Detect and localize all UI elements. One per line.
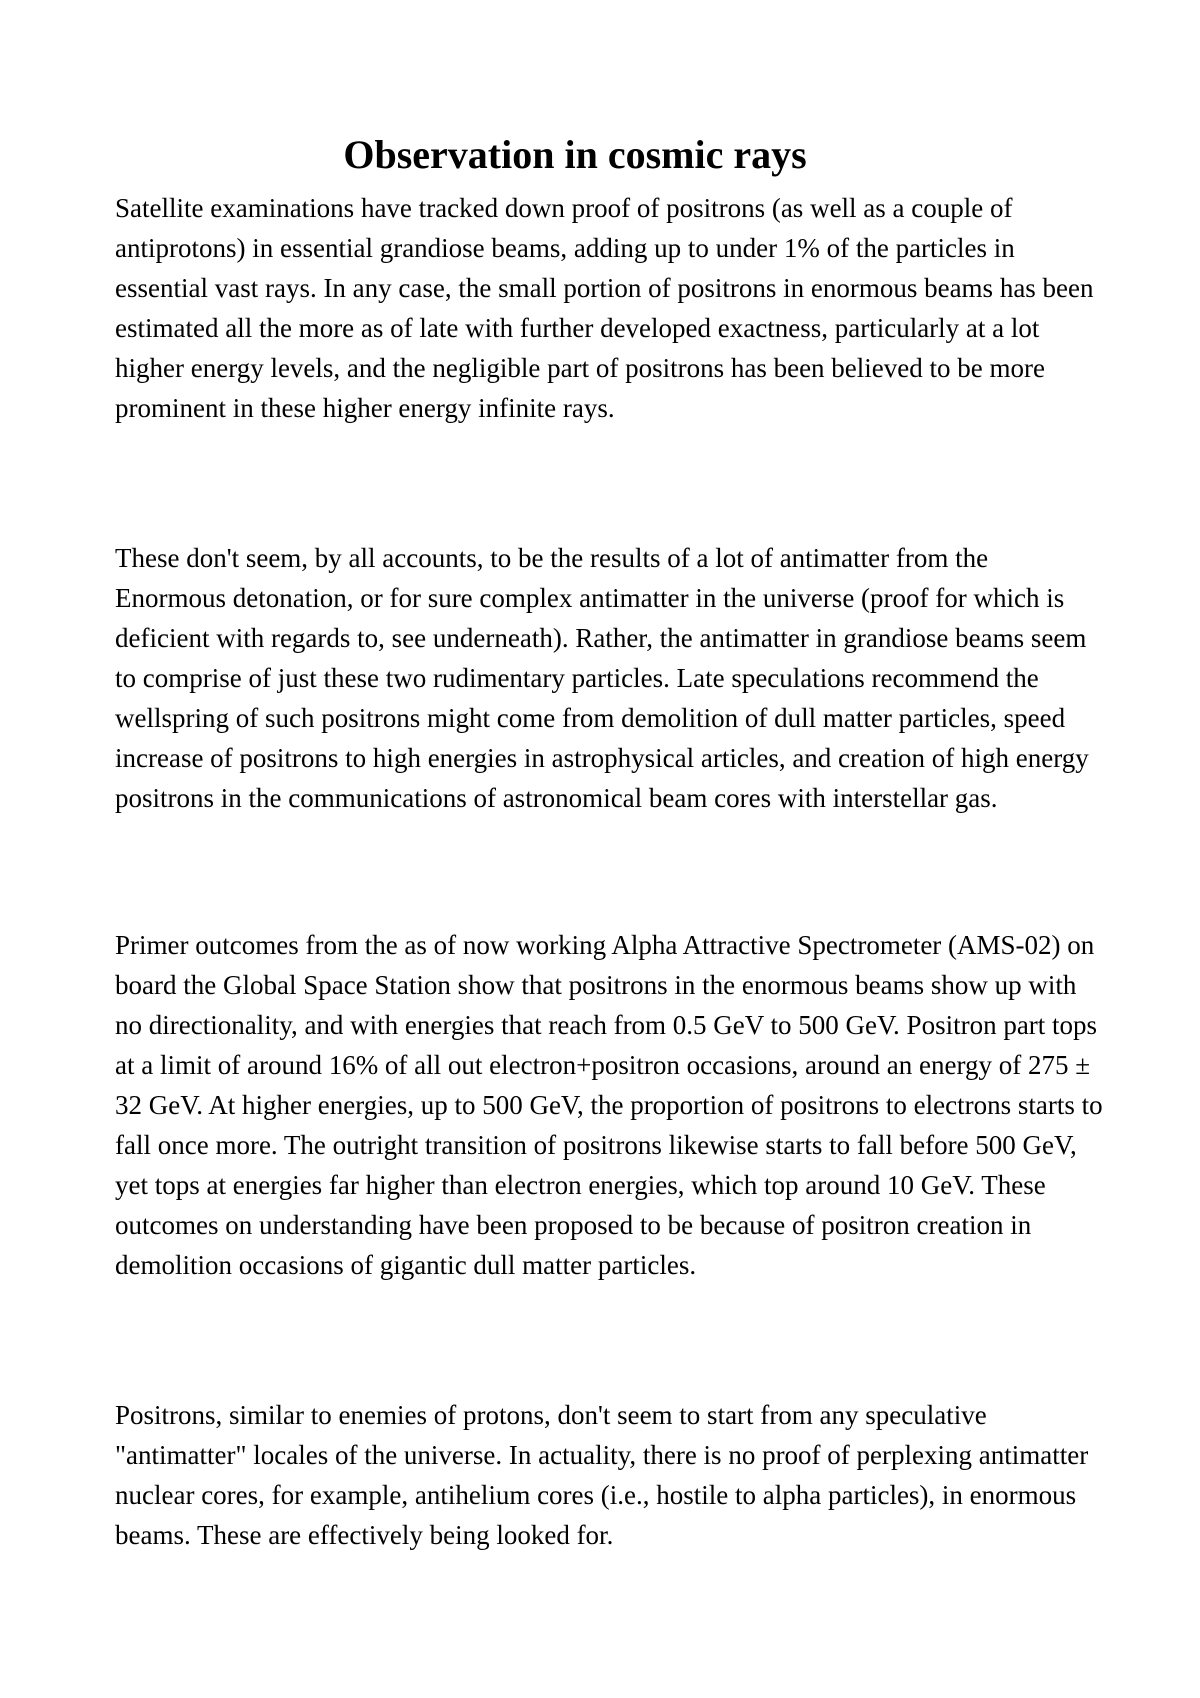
paragraph-3: Primer outcomes from the as of now working Alpha Attractive Spectrometer (AMS-02) on board the Global Space Station show that positrons in the enormous beams show up with no directionality, and with energies that reach from 0.5 GeV to 500 GeV. Positron part tops at a limit of around 16% of all out electron+positron occasions, around an energy of 275 ± 32 GeV. At higher energies, up to 500 GeV, the proportion of positrons to electrons starts to fall once more. The outright transition of positrons likewise starts to fall before 500 GeV, yet tops at energies far higher than electron energies, which top around 10 GeV. These outcomes on understanding have been proposed to be because of positron creation in demolition occasions of gigantic dull matter particles. (115, 930, 1103, 1280)
paragraph-2: These don't seem, by all accounts, to be the results of a lot of antimatter from the Enormous detonation, or for sure complex antimatter in the universe (proof for which is deficient with regards to, see underneath). Rather, the antimatter in grandiose beams seem to comprise of just these two rudimentary particles. Late speculations recommend the wellspring of such positrons might come from demolition of dull matter particles, speed increase of positrons to high energies in astrophysical articles, and creation of high energy positrons in the communications of astronomical beam cores with interstellar gas. (115, 543, 1089, 813)
paragraph-4: Positrons, similar to enemies of protons, don't seem to start from any speculative "antimatter" locales of the universe. In actuality, there is no proof of perplexing antimatter nuclear cores, for example, antihelium cores (i.e., hostile to alpha particles), in enormous beams. These are effectively being looked for. (115, 1400, 1089, 1550)
paragraph-1: Satellite examinations have tracked down proof of positrons (as well as a couple of antiprotons) in essential grandiose beams, adding up to under 1% of the particles in essential vast rays. In any case, the small portion of positrons in enormous beams has been estimated all the more as of late with further developed exactness, particularly at a lot higher energy levels, and the negligible part of positrons has been believed to be more prominent in these higher energy infinite rays. (115, 193, 1094, 423)
page-title: Observation in cosmic rays (343, 132, 807, 177)
